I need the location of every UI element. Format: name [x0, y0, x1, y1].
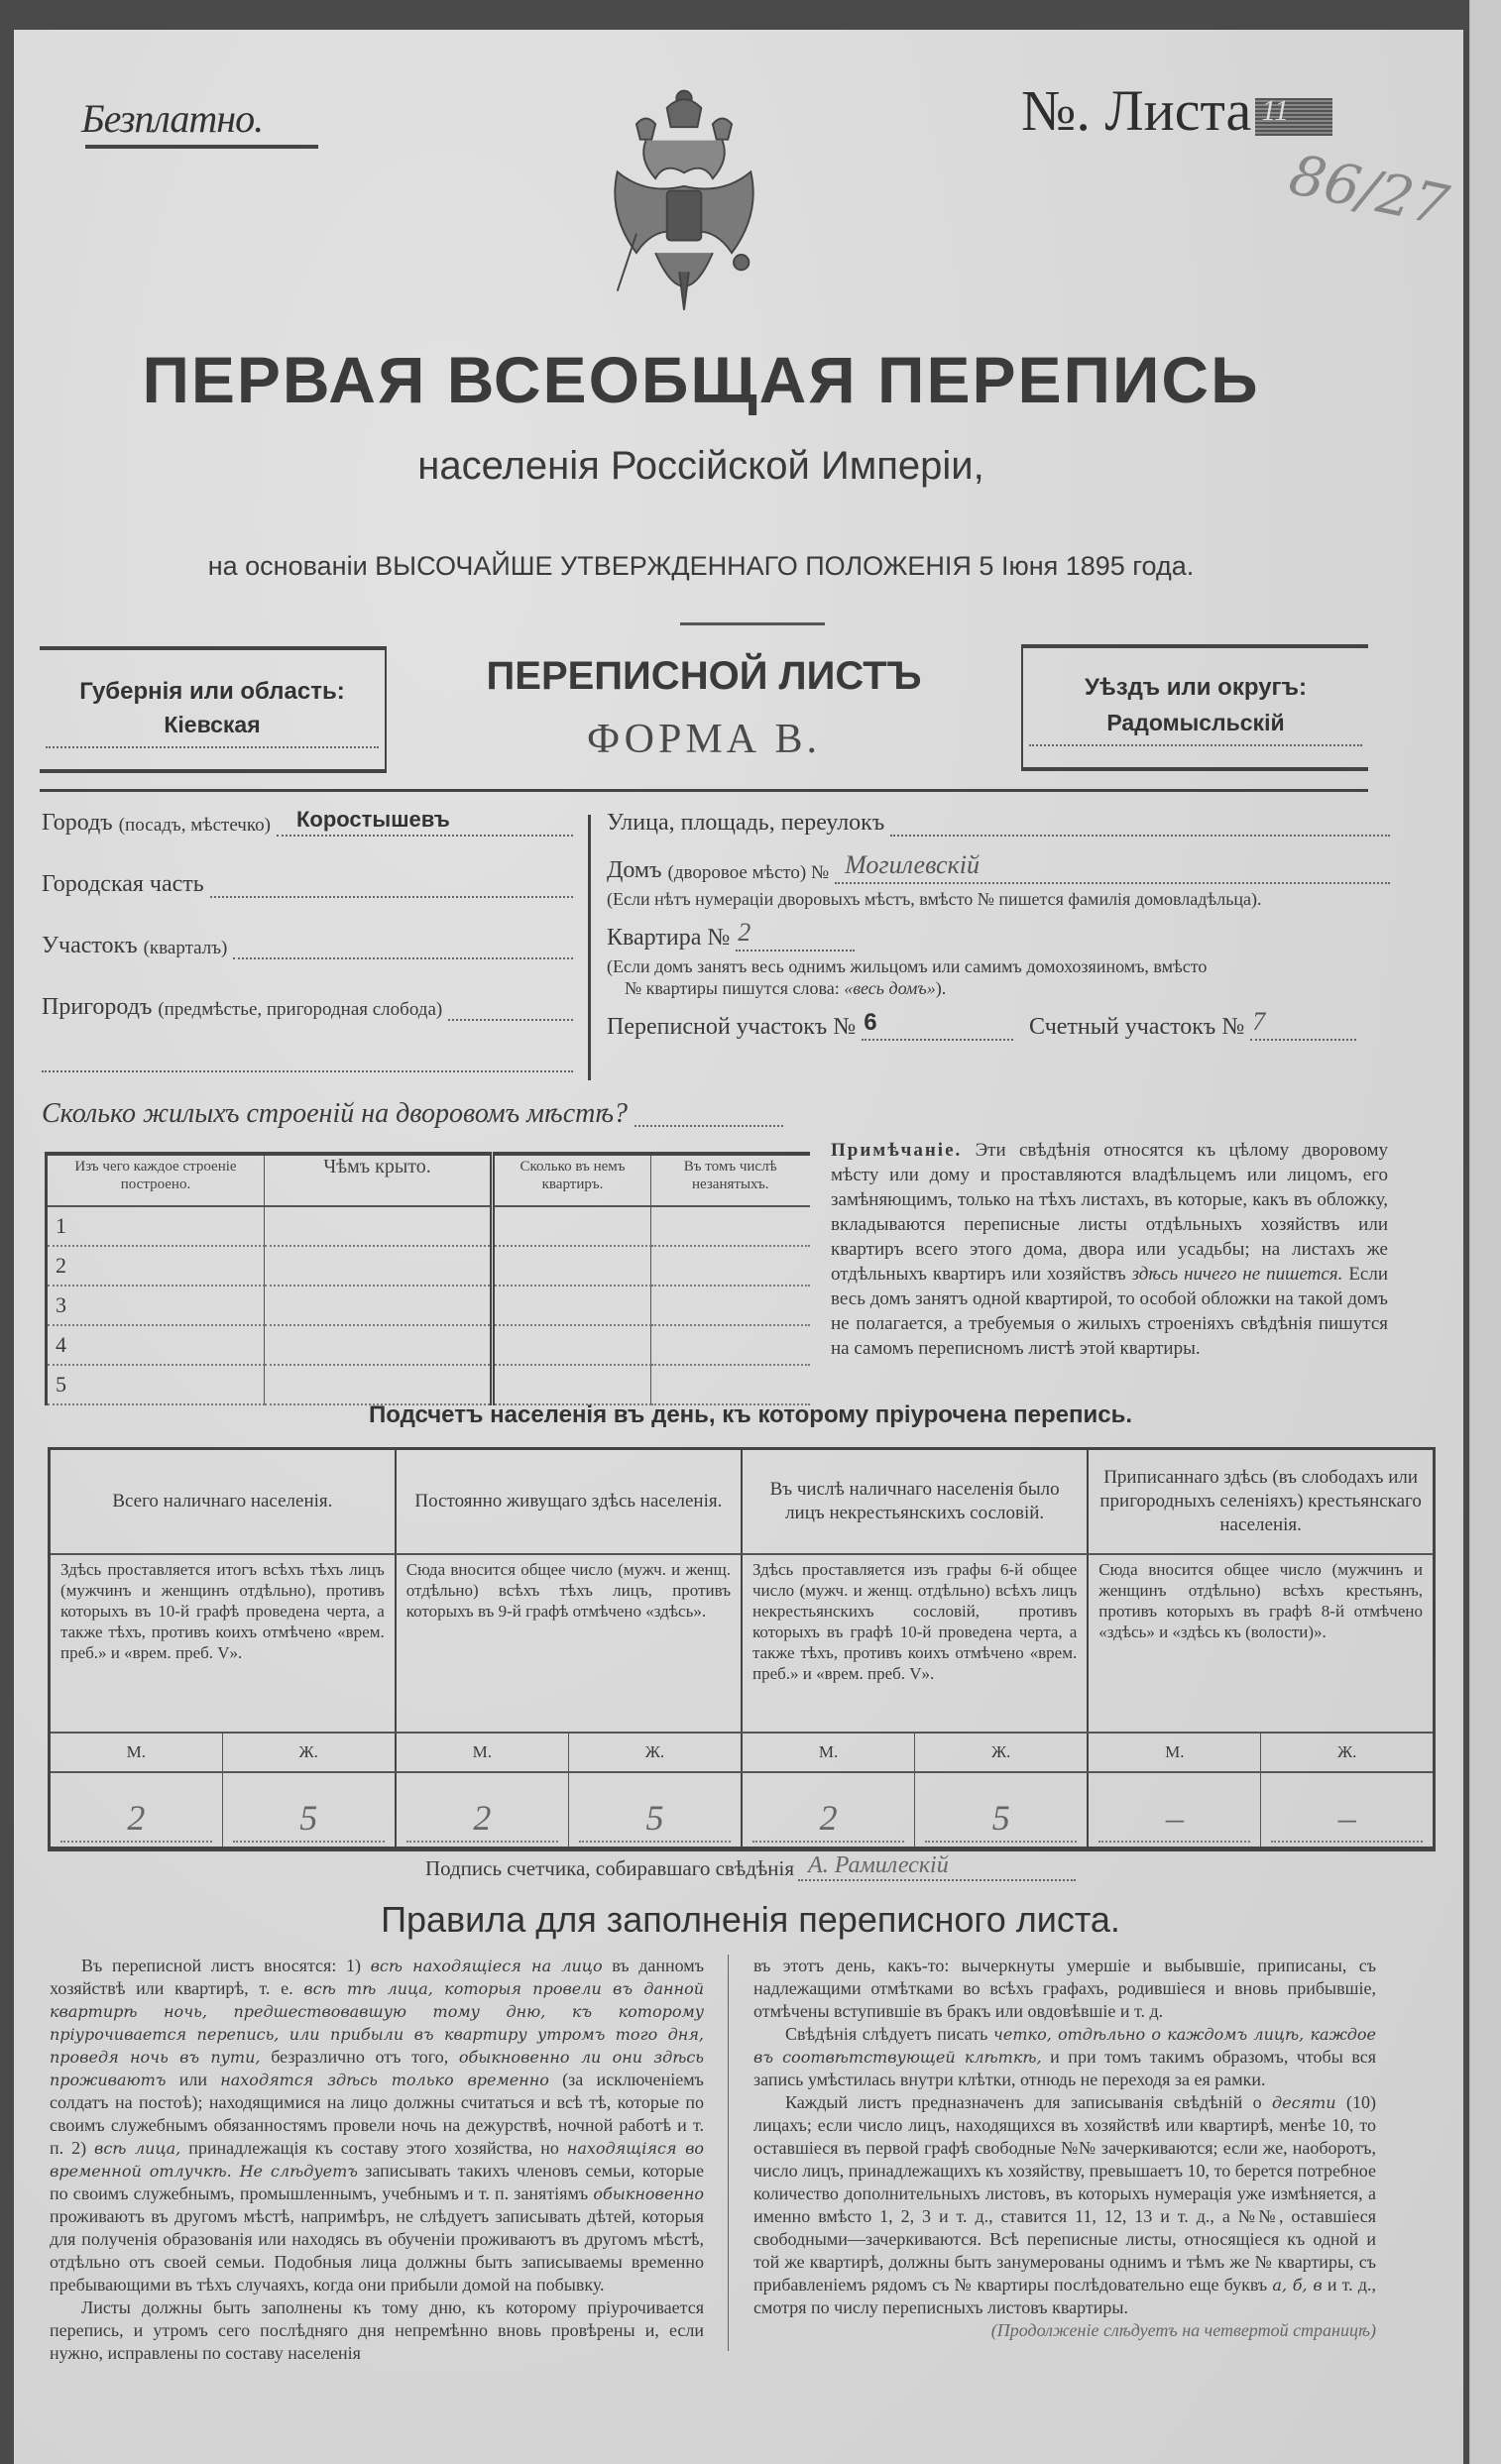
female-count-cell[interactable] [1261, 1772, 1435, 1849]
structures-table [45, 1152, 810, 1405]
female-label: Ж. [915, 1733, 1089, 1772]
male-label: М. [742, 1733, 915, 1772]
population-col-description: Здѣсь проставляется итогъ всѣхъ тѣхъ лицъ (мужчинъ и женщинъ отдѣльно), противъ которыхъ въ 10-й графѣ проведена черта, а также тѣхъ, противъ коихъ отмѣчено «врем. преб.» и «врем. преб. V». [50, 1554, 396, 1733]
structure-cell[interactable] [651, 1206, 810, 1246]
imperial-eagle-emblem [595, 81, 773, 329]
city-part-field[interactable] [42, 866, 573, 898]
sheet-number-value: 11 [1261, 93, 1290, 127]
structure-cell[interactable] [493, 1246, 651, 1286]
male-label: М. [396, 1733, 569, 1772]
apartment-label: Квартира № [607, 925, 731, 951]
rules-italic-segment: находящіяся во временной отлучкѣ. Не слѣдуетъ [50, 2139, 705, 2181]
female-count-cell[interactable] [915, 1772, 1089, 1849]
rules-text-segment: принадлежащія къ составу этого хозяйства, но [180, 2138, 567, 2158]
population-col-description: Сюда вносится общее число (мужчинъ и женщинъ отдѣльно) всѣхъ крестьянъ, противъ которыхъ въ графѣ 8-й отмѣчено «здѣсь» и «здѣсь къ (волости)». [1088, 1554, 1434, 1733]
rules-paragraph-4: Свѣдѣнія слѣдуетъ писать четко, отдѣльно о каждомъ лицѣ, каждое въ соотвѣтствующей клѣткѣ, и при томъ такимъ образомъ, чтобы вся запись умѣстилась внутри клѣтки, отнюдь не переходя за ея рамки. [753, 2024, 1376, 2089]
house-label: Домъ [607, 857, 662, 883]
structures-note [831, 1138, 1388, 1361]
free-of-charge-label: Безплатно. [81, 96, 264, 141]
rules-italic-segment: всѣ тѣ лица, которыя провели въ данной квартирѣ ночь, предшествовавшую тому дню, къ которому пріурочивается перепись, или прибыли въ квартиру утромъ того дня, проведя ночь въ пути, [50, 1979, 705, 2067]
count-district-field[interactable] [1029, 1009, 1356, 1041]
female-label: Ж. [568, 1733, 742, 1772]
street-label: Улица, площадь, переулокъ [607, 810, 885, 836]
province-label: Губернія или область: [79, 678, 345, 705]
note-text-1: Эти свѣдѣнія относятся къ цѣлому дворовому мѣсту или дому и проставляются владѣльцемъ или лицомъ, его замѣняющимъ, только на тѣхъ листахъ, въ которые, какъ въ обложку, вкладываются переписные листы отдѣльныхъ хозяйствъ или квартиръ всего этого дома, двора или усадьбы; на листахъ же отдѣльныхъ квартиръ или хозяйствъ [831, 1140, 1388, 1285]
female-count: 5 [925, 1797, 1077, 1843]
female-count: 5 [233, 1797, 385, 1843]
male-count-cell[interactable] [1088, 1772, 1261, 1849]
structure-cell[interactable] [651, 1286, 810, 1325]
rules-paragraph-3: въ этотъ день, какъ-то: вычеркнуты умершіе и выбывшіе, приписаны, съ надлежащими отмѣтками во всѣхъ графахъ, родившіеся и вновь прибывшіе, отмѣчены вступившіе въ бракъ или овдовѣвшіе и т. д. [753, 1956, 1376, 2021]
suburb-extra-line[interactable] [42, 1051, 573, 1072]
sheet-number-box [1255, 93, 1332, 136]
city-field[interactable] [42, 805, 573, 837]
continued-note: (Продолженіе слѣдуетъ на четвертой страницѣ) [990, 2320, 1376, 2340]
province-value: Кіевская [164, 712, 261, 737]
structure-cell[interactable] [265, 1365, 493, 1404]
structure-row [47, 1365, 810, 1404]
address-right [607, 805, 1390, 1041]
male-count-cell[interactable] [396, 1772, 569, 1849]
rules-right-column [753, 1955, 1376, 2342]
rules-italic-segment: обыкновенно [593, 2184, 704, 2203]
suburb-label: Пригородъ [42, 994, 153, 1020]
rules-text-segment: безразлично отъ того, [260, 2047, 459, 2067]
female-count-cell[interactable] [222, 1772, 396, 1849]
sheet-number [1021, 77, 1332, 144]
address-left [42, 805, 573, 1072]
structure-row-number: 1 [47, 1206, 265, 1246]
rules-italic-segment: обыкновенно ли они здѣсь проживаютъ [50, 2048, 705, 2089]
district-label: Уѣздъ или округъ: [1084, 674, 1308, 701]
rules-column-divider [728, 1955, 729, 2351]
rules-text-segment: или [166, 2070, 221, 2089]
population-col-description: Сюда вносится общее число (мужч. и женщ. отдѣльно) всѣхъ тѣхъ лицъ, противъ которыхъ въ 9-й графѣ отмѣчено «здѣсь». [396, 1554, 742, 1733]
col-material: Изъ чего каждое строеніе построено. [47, 1154, 265, 1206]
apartment-note-line2: № квартиры пишутся слова: «весь домъ»). [625, 978, 947, 998]
legal-basis-line: на основаніи ВЫСОЧАЙШЕ УТВЕРЖДЕННАГО ПОЛОЖЕНІЯ 5 Іюня 1895 года. [207, 551, 1195, 581]
structure-row-number: 2 [47, 1246, 265, 1286]
census-district-label: Переписной участокъ № [607, 1014, 857, 1040]
district-value: Радомысльскій [1106, 710, 1285, 735]
population-table [48, 1447, 1436, 1851]
note-text-2: Если весь домъ занятъ одной квартирой, то особой обложки на такой домъ не полагается, а требуемыя о жилыхъ строеніяхъ свѣдѣнія пишутся на самомъ переписномъ листѣ этой квартиры. [831, 1264, 1389, 1359]
structure-cell[interactable] [651, 1365, 810, 1404]
signature-value: А. Рамилескій [808, 1852, 949, 1878]
male-count: 2 [60, 1797, 212, 1843]
house-note: (Если нѣтъ нумераціи дворовыхъ мѣстъ, вмѣсто № пишется фамилія домовладѣльца). [607, 889, 1262, 909]
structure-cell[interactable] [265, 1246, 493, 1286]
female-count-cell[interactable] [568, 1772, 742, 1849]
rules-italic-segment: находятся здѣсь только временно [220, 2071, 549, 2089]
precinct-sublabel: (кварталъ) [143, 938, 228, 958]
rules-text-segment: проживаютъ въ другомъ мѣстѣ, напримѣръ, не слѣдуетъ записывать дѣтей, которыя для полученія образованія или находясь въ обученіи проживаютъ въ другомъ мѣстѣ, отдѣльно отъ своей семьи. Подобныя лица должны быть записываемы временно пребывающими въ тѣхъ случаяхъ, когда они прибыли домой на побывку. [50, 2206, 704, 2295]
city-label: Городъ [42, 810, 113, 836]
signature-line[interactable] [798, 1849, 1076, 1881]
form-title: ПЕРЕПИСНОЙ ЛИСТЪ [486, 654, 922, 698]
male-count: 2 [752, 1797, 904, 1843]
female-label: Ж. [1261, 1733, 1435, 1772]
census-district-value: 6 [864, 1009, 877, 1036]
apartment-value: 2 [738, 918, 751, 947]
rules-italic-segment: всѣ находящіеся на лицо [370, 1957, 603, 1975]
structure-row-number: 3 [47, 1286, 265, 1325]
city-sublabel: (посадъ, мѣстечко) [118, 815, 271, 836]
population-col-description: Здѣсь проставляется изъ графы 6-й общее число (мужч. и женщ. отдѣльно) всѣхъ лицъ некрестьянскихъ сословій, противъ которыхъ въ графѣ 10-й проведена черта, а также тѣхъ, противъ коихъ отмѣчено «врем. преб.» и «врем. преб. V». [742, 1554, 1088, 1733]
section-divider [40, 789, 1368, 792]
form-name: ФОРМА В. [586, 717, 822, 762]
street-field[interactable] [607, 805, 1390, 837]
rules-paragraph-5: Каждый листъ предназначенъ для записыванія свѣдѣній о десяти (10) лицахъ; если число лицъ, находящихся въ хозяйствѣ или квартирѣ, менѣе 10, то оставшіеся въ первой графѣ свободные №№ зачеркиваются; если же, наоборотъ, число лицъ, принадлежащихъ къ хозяйству, превышаетъ 10, то берется потребное количество дополнительныхъ листовъ, въ которыхъ нумерація уже измѣняется, а именно вмѣсто 1, 2, 3 и т. д., ставится 11, 12, 13 и т. д., а №№, оставшіеся свободными—зачеркиваются. Всѣ переписные листы, относящіеся къ одной и той же квартирѣ, должны быть занумерованы однимъ и тѣмъ же № квартиры, съ прибавленіемъ рядомъ съ № квартиры послѣдовательно еще буквъ а, б, в и т. д., смотря по числу переписныхъ листовъ квартиры. [753, 2092, 1376, 2317]
district-box [1021, 644, 1368, 771]
rules-paragraph-2: Листы должны быть заполнены къ тому дню, къ которому пріурочивается перепись, и утромъ сего послѣдняго дня непремѣнно вновь провѣрены и, если нужно, исправлены по составу населенія [50, 2297, 704, 2363]
city-part-label: Городская часть [42, 871, 204, 897]
signature-label: Подпись счетчика, собиравшаго свѣдѣнія [424, 1856, 795, 1880]
suburb-sublabel: (предмѣстье, пригородная слобода) [158, 999, 443, 1020]
note-label: Примѣчаніе. [831, 1140, 963, 1161]
structure-cell[interactable] [493, 1286, 651, 1325]
female-label: Ж. [222, 1733, 396, 1772]
structure-cell[interactable] [265, 1286, 493, 1325]
col-vacant: Въ томъ числѣ незанятыхъ. [651, 1154, 810, 1206]
precinct-field[interactable] [42, 928, 573, 959]
female-count: – [1271, 1797, 1423, 1843]
district-numbers-row [607, 1009, 1360, 1041]
structure-cell[interactable] [651, 1325, 810, 1365]
census-title: ПЕРВАЯ ВСЕОБЩАЯ ПЕРЕПИСЬ [142, 343, 1260, 416]
rules-text-segment: (за исключеніемъ солдатъ на постоѣ); находящимися на лицо должны считаться и всѣ тѣ, которые по своимъ служебнымъ обязанностямъ провели ночь на дежурствѣ, ночной работѣ и т. п. 2) [50, 2070, 704, 2158]
col-apartments: Сколько въ немъ квартиръ. [493, 1154, 651, 1206]
page-fold-edge [1469, 0, 1501, 2464]
rules-title: Правила для заполненія переписного листа. [381, 1899, 1120, 1940]
structure-cell[interactable] [265, 1325, 493, 1365]
population-col-heading: Всего наличнаго населенія. [50, 1449, 396, 1555]
note-italic: здѣсь ничего не пишется. [1131, 1264, 1343, 1285]
male-count-cell[interactable] [50, 1772, 223, 1849]
structures-question: Сколько жилыхъ строеній на дворовомъ мѣстѣ? [42, 1098, 629, 1129]
sheet-number-label: №. Листа [1021, 78, 1252, 143]
structure-row [47, 1286, 810, 1325]
female-count: 5 [579, 1797, 731, 1843]
population-col-heading: Постоянно живущаго здѣсь населенія. [396, 1449, 742, 1555]
free-label-underline [85, 145, 318, 149]
census-subtitle: населенія Россійской Имперіи, [417, 444, 984, 488]
population-col-heading: Приписаннаго здѣсь (въ слободахъ или пригородныхъ селеніяхъ) крестьянскаго населенія. [1088, 1449, 1434, 1555]
rules-left-column [50, 1955, 704, 2365]
col-roof: Чѣмъ крыто. [265, 1154, 493, 1206]
male-count: – [1098, 1797, 1250, 1843]
male-label: М. [50, 1733, 223, 1772]
rules-text-segment: въ данномъ хозяйствѣ или квартирѣ, т. е. [50, 1956, 704, 1998]
structure-row [47, 1206, 810, 1246]
structure-row [47, 1325, 810, 1365]
enumerator-signature [99, 1849, 1402, 1881]
structure-row-number: 4 [47, 1325, 265, 1365]
city-value: Коростышевъ [295, 807, 450, 832]
archive-pencil-number: 86/27 [1284, 142, 1454, 240]
male-count: 2 [406, 1797, 558, 1843]
population-count-title: Подсчетъ населенія въ день, къ которому пріурочена перепись. [369, 1401, 1132, 1428]
structure-row-number: 5 [47, 1365, 265, 1404]
structure-cell[interactable] [493, 1206, 651, 1246]
structure-row [47, 1246, 810, 1286]
structure-cell[interactable] [651, 1246, 810, 1286]
rules-text-segment: записывать такихъ членовъ семьи, которые по своимъ служебнымъ, промышленнымъ, учебнымъ и т. п. занятіямъ [50, 2161, 704, 2203]
count-district-value: 7 [1252, 1007, 1266, 1036]
census-district-field[interactable] [607, 1009, 1013, 1041]
count-district-label: Счетный участокъ № [1029, 1014, 1245, 1040]
rules-paragraph-1 [50, 1955, 704, 2296]
precinct-label: Участокъ [42, 933, 138, 958]
structures-answer-line[interactable] [635, 1125, 783, 1127]
rules-italic-segment: всѣ лица, [94, 2139, 181, 2158]
male-label: М. [1088, 1733, 1261, 1772]
rules-text-segment: Въ переписной листъ вносятся: 1) [81, 1956, 371, 1975]
male-count-cell[interactable] [742, 1772, 915, 1849]
structure-cell[interactable] [493, 1365, 651, 1404]
structure-cell[interactable] [493, 1325, 651, 1365]
structure-cell[interactable] [265, 1206, 493, 1246]
house-value: Могилевскій [845, 850, 980, 879]
population-col-heading: Въ числѣ наличнаго населенія было лицъ некрестьянскихъ сословій. [742, 1449, 1088, 1555]
apartment-note-italic: «весь домъ» [844, 978, 936, 998]
province-box [40, 646, 387, 773]
house-field[interactable] [607, 852, 1390, 884]
apartment-note-line1: (Если домъ занятъ весь однимъ жильцомъ или самимъ домохозяиномъ, вмѣсто [607, 956, 1208, 976]
apartment-field[interactable] [607, 920, 855, 952]
divider-rule [680, 622, 825, 625]
address-column-divider [588, 815, 591, 1080]
house-sublabel: (дворовое мѣсто) № [667, 862, 830, 883]
suburb-field[interactable] [42, 989, 573, 1021]
